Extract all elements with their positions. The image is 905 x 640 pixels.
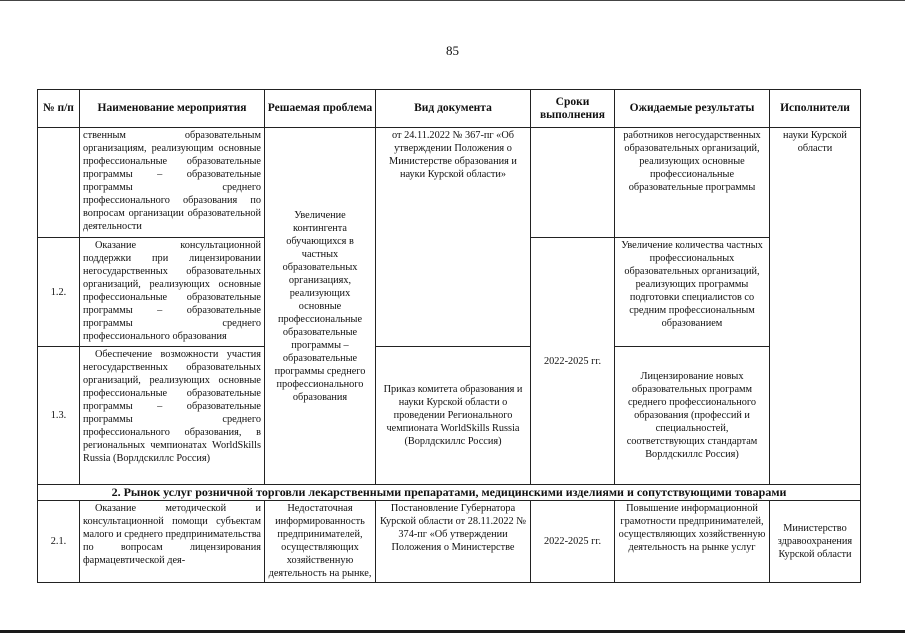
row-2-1-deadline: 2022-2025 гг.: [531, 501, 615, 583]
row-2-1-num: 2.1.: [38, 501, 80, 583]
row-cont-deadline: [531, 128, 615, 238]
row-1-3-name: Обеспечение возможности участия негосударственных образовательных организаций, реализующих основные профессиональные образовательные программы – образовательные программы среднего профессионального образования, в региональных чемпионатах WorldSkills Russia (Ворлдскиллс Россия): [80, 347, 265, 485]
row-2-1-document: Постановление Губернатора Курской области от 28.11.2022 № 374-пг «Об утверждении Положения о Министерстве: [376, 501, 531, 583]
row-1-2-results: Увеличение количества частных профессиональных образовательных организаций, реализующих программы подготовки специалистов со средним профессиональным образованием: [615, 238, 770, 347]
table-header-row: [38, 90, 861, 128]
row-2-1-executors: Министерство здравоохранения Курской области: [770, 501, 861, 583]
row-cont-results: работников негосударственных образовательных организаций, реализующих основные профессиональные образовательные программы: [615, 128, 770, 238]
header-num: № п/п: [38, 90, 80, 128]
row-1-3-results: Лицензирование новых образовательных программ среднего профессионального образования (профессий и специальностей, соответствующих стандартам Ворлдскиллс Россия): [615, 347, 770, 485]
section-2-title: 2. Рынок услуг розничной торговли лекарственными препаратами, медицинскими изделиями и сопутствующими товарами: [38, 485, 861, 501]
table-row: [38, 347, 861, 485]
header-executors: Исполнители: [770, 90, 861, 128]
header-problem: Решаемая проблема: [265, 90, 376, 128]
table-row: [38, 128, 861, 238]
row-cont-document: от 24.11.2022 № 367-пг «Об утверждении Положения о Министерстве образования и науки Курской области»: [376, 128, 531, 347]
shared-deadline: 2022-2025 гг.: [531, 238, 615, 485]
header-document: Вид документа: [376, 90, 531, 128]
row-cont-name: ственным образовательным организациям, реализующим основные профессиональные образовательные программы – образовательные программы среднего профессионального образования по вопросам организации образовательной деятельности: [80, 128, 265, 238]
table-row: [38, 501, 861, 583]
top-border-line: [0, 0, 905, 1]
row-2-1-name: Оказание методической и консультационной помощи субъектам малого и среднего предпринимательства по вопросам лицензирования фармацевтической дея-: [80, 501, 265, 583]
measures-table: [37, 89, 861, 583]
row-2-1-results: Повышение информационной грамотности предпринимателей, осуществляющих хозяйственную деятельность на рынке услуг: [615, 501, 770, 583]
row-cont-num: [38, 128, 80, 238]
page-number: 85: [446, 43, 459, 58]
row-2-1-problem: Недостаточная информированность предпринимателей, осуществляющих хозяйственную деятельность на рынке,: [265, 501, 376, 583]
header-results: Ожидаемые результаты: [615, 90, 770, 128]
bottom-border-line: [0, 630, 905, 633]
row-1-3-num: 1.3.: [38, 347, 80, 485]
shared-problem: Увеличение контингента обучающихся в частных образовательных организациях, реализующих основные профессиональные образовательные программы – образовательные программы среднего профессионального образования: [265, 128, 376, 485]
section-row: [38, 485, 861, 501]
header-deadline: Сроки выполнения: [531, 90, 615, 128]
header-name: Наименование мероприятия: [80, 90, 265, 128]
row-1-3-document: Приказ комитета образования и науки Курской области о проведении Регионального чемпионата WorldSkills Russia (Ворлдскиллс Россия): [376, 347, 531, 485]
row-cont-executors: науки Курской области: [770, 128, 861, 485]
row-1-2-num: 1.2.: [38, 238, 80, 347]
row-1-2-name: Оказание консультационной поддержки при лицензировании негосударственных образовательных организаций, реализующих основные профессиональные образовательные программы – образовательные программы среднего профессионального образования: [80, 238, 265, 347]
